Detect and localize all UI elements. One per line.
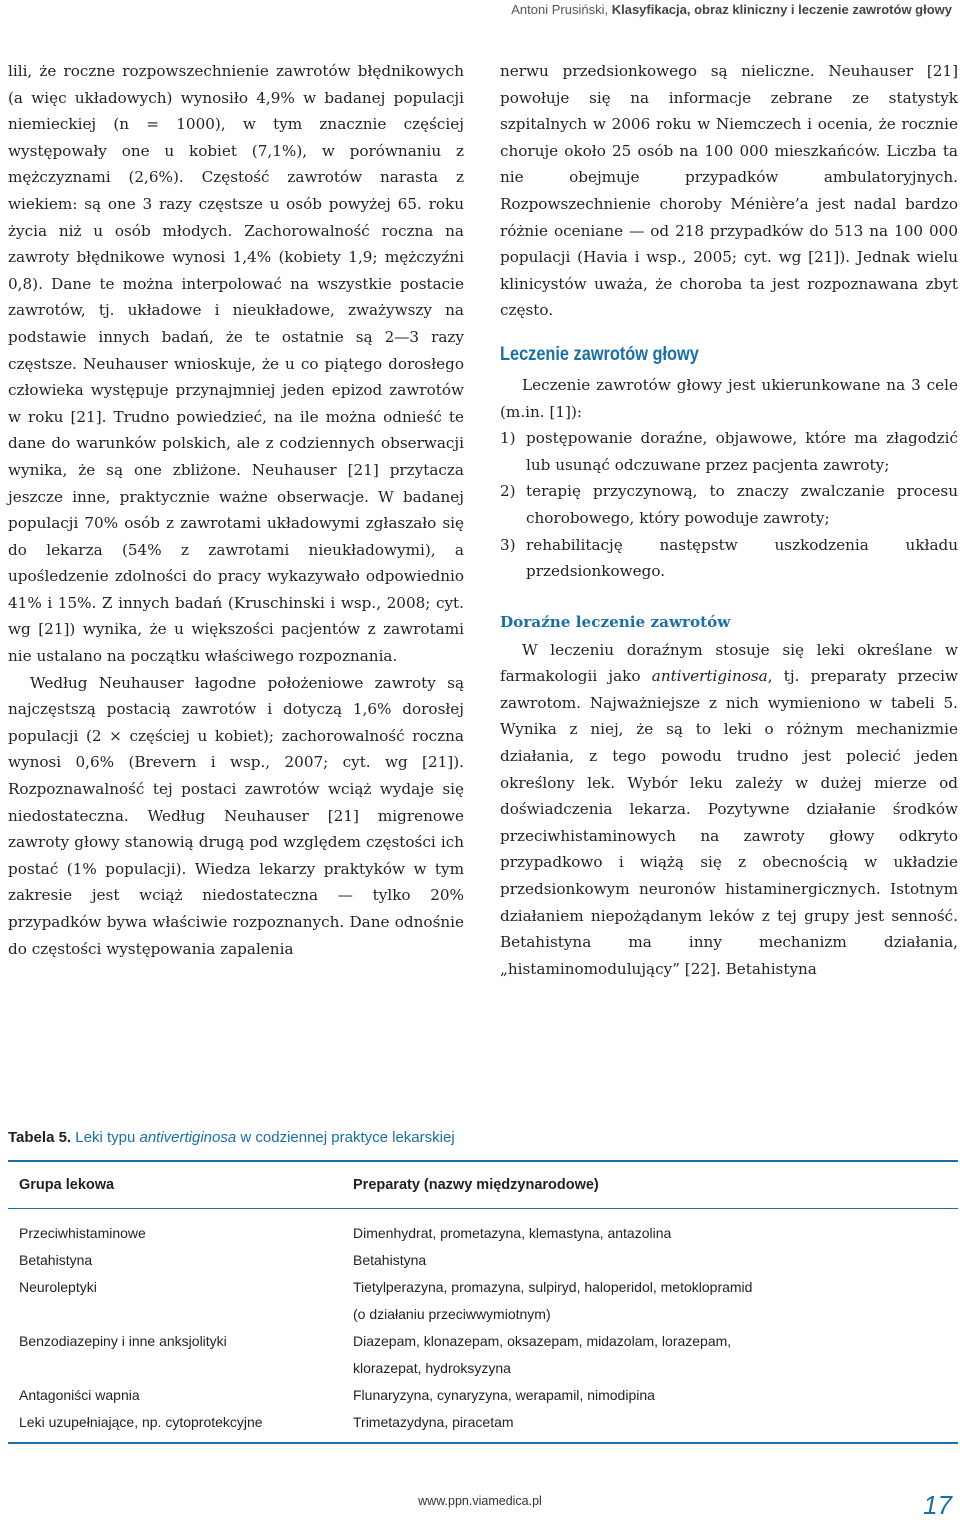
table-cell-group: Neuroleptyki: [19, 1279, 97, 1295]
table-cell-drugs: [353, 1382, 958, 1409]
table-cell-line: Trimetazydyna, piracetam: [353, 1414, 514, 1430]
table-header-group: Grupa lekowa: [19, 1177, 115, 1193]
table-cell-line: (o działaniu przeciwwymiotnym): [353, 1306, 551, 1322]
table-row: [8, 1247, 958, 1274]
table-cell-group: Betahistyna: [19, 1252, 93, 1268]
table-cell-line: klorazepat, hydroksyzyna: [353, 1360, 511, 1376]
table-cell-drugs: [353, 1274, 958, 1328]
treatment-goals-list: [500, 425, 958, 585]
section-heading-treatment: Leczenie zawrotów głowy: [500, 343, 699, 365]
list-item: [500, 425, 958, 478]
table-cell-drugs: [353, 1328, 958, 1382]
page-number: 17: [923, 1490, 952, 1520]
table-cell-line: Flunaryzyna, cynaryzyna, werapamil, nimodipina: [353, 1387, 655, 1403]
table-cell-group: Benzodiazepiny i inne anksjolityki: [19, 1333, 227, 1349]
paragraph-italic-term: antivertiginosa: [651, 667, 768, 686]
list-item-number: 3): [500, 535, 516, 554]
table-title-text: w codziennej praktyce lekarskiej: [236, 1129, 455, 1146]
footer-url: www.ppn.viamedica.pl: [418, 1494, 542, 1508]
table-body: [8, 1209, 958, 1442]
table-cell-group: Antagoniści wapnia: [19, 1387, 140, 1403]
right-paragraph-3: [500, 637, 958, 983]
left-paragraph-2: Według Neuhauser łagodne położeniowe zawroty są najczęstszą postacią zawrotów i dotyczą 1,6% dorosłej populacji (2 × częściej u kobiet); zachorowalność roczna wynosi 0,6% (Brevern i wsp., 2007; cyt. wg [21]). Rozpoznawalność tej postaci zawrotów wciąż wydaje się niedostateczna. Według Neuhauser [21] migrenowe zawroty głowy stanowią drugą pod względem częstości ich postać (1% populacji). Wiedza lekarzy praktyków w tym zakresie jest wciąż niedostateczna — tylko 20% przypadków bywa właściwie rozpoznanych. Dane odnośnie do częstości występowania zapalenia: [8, 673, 464, 958]
table-header-drugs: Preparaty (nazwy międzynarodowe): [353, 1177, 599, 1193]
paragraph-text: , tj. preparaty przeciw zawrotom. Najważniejsze z nich wymieniono w tabeli 5. Wynika z niej, że są to leki o różnym mechanizmie działania, z tego powodu trudno jest polecić jeden określony lek. Wybór leku zależy w dużej mierze od doświadczenia lekarza. Pozytywne działanie środków przeciwhistaminowych na zawroty głowy odkryto przypadkowo i wiążą się z obecnością w układzie przedsionkowym neuronów histaminergicznych. Istotnym działaniem niepożądanym leków z tej grupy jest senność. Betahistyna ma inny mechanizm działania, „histaminomodulujący” [22]. Betahistyna: [500, 667, 959, 978]
table-cell-line: Betahistyna: [353, 1252, 427, 1268]
table-title-italic: antivertiginosa: [139, 1129, 237, 1146]
table-cell-line: Diazepam, klonazepam, oksazepam, midazolam, lorazepam,: [353, 1333, 732, 1349]
header-article-title: Klasyfikacja, obraz kliniczny i leczenie zawrotów głowy: [611, 2, 952, 17]
table-caption: [8, 1127, 455, 1149]
drug-table: [8, 1160, 958, 1444]
right-paragraph-1: nerwu przedsionkowego są nieliczne. Neuhauser [21] powołuje się na informacje zebrane ze statystyk szpitalnych w 2006 roku w Niemczech i ocenia, że rocznie choruje około 25 osób na 100 000 mieszkańców. Liczba ta nie obejmuje przypadków ambulatoryjnych. Rozpowszechnienie choroby Ménière’a jest nadal bardzo różnie oceniane — od 218 przypadków do 513 na 100 000 populacji (Havia i wsp., 2005; cyt. wg [21]). Jednak wielu klinicystów uważa, że choroba ta jest rozpoznawana zbyt często.: [500, 62, 958, 320]
table-row: [8, 1328, 958, 1382]
right-paragraph-2: Leczenie zawrotów głowy jest ukierunkowane na 3 cele (m.in. [1]):: [500, 375, 958, 421]
list-item-number: 2): [500, 482, 516, 501]
table-label: Tabela 5.: [8, 1129, 72, 1146]
table-cell-drugs: [353, 1409, 958, 1436]
paragraph-text: W leczeniu doraźnym stosuje się leki określane w farmakologii jako: [500, 640, 958, 686]
header-author: Antoni Prusiński,: [511, 2, 609, 17]
table-title: [75, 1129, 454, 1146]
list-item-text: terapię przyczynową, to znaczy zwalczanie procesu chorobowego, który powoduje zawroty;: [526, 482, 958, 527]
list-item: [500, 478, 958, 531]
table-title-text: Leki typu: [75, 1129, 140, 1146]
left-column: [8, 58, 464, 962]
table-row: [8, 1274, 958, 1328]
list-item-number: 1): [500, 429, 516, 448]
list-item-text: rehabilitację następstw uszkodzenia układu przedsionkowego.: [526, 535, 958, 581]
list-item: [500, 532, 958, 585]
table-cell-line: Dimenhydrat, prometazyna, klemastyna, antazolina: [353, 1225, 672, 1241]
table-cell-drugs: [353, 1247, 958, 1274]
right-column: [500, 58, 958, 982]
sub-heading-acute-treatment: Doraźne leczenie zawrotów: [500, 612, 731, 631]
table-cell-group: Przeciwhistaminowe: [19, 1225, 146, 1241]
list-item-text: postępowanie doraźne, objawowe, które ma złagodzić lub usunąć odczuwane przez pacjenta zawroty;: [526, 429, 958, 474]
table-row: [8, 1220, 958, 1247]
table-cell-line: Tietylperazyna, promazyna, sulpiryd, haloperidol, metoklopramid: [353, 1279, 753, 1295]
table-header-row: [8, 1162, 958, 1209]
table-row: [8, 1382, 958, 1409]
left-paragraph-1: lili, że roczne rozpowszechnienie zawrotów błędnikowych (a więc układowych) wynosiło 4,9% w badanej populacji niemieckiej (n = 1000), w tym znacznie częściej występowały one u kobiet (7,1%), w porównaniu z mężczyznami (2,6%). Częstość zawrotów narasta z wiekiem: są one 3 razy częstsze u osób powyżej 65. roku życia niż u osób młodych. Zachorowalność roczna na zawroty błędnikowe wynosi 1,4% (kobiety 1,9; mężczyźni 0,8). Dane te można interpolować na wszystkie postacie zawrotów, tj. układowe i nieukładowe, zważywszy na podstawie innych badań, że te ostatnie są 2—3 razy częstsze. Neuhauser wnioskuje, że u co piątego dorosłego człowieka występuje przynajmniej jeden epizod zawrotów w roku [21]. Trudno powiedzieć, na ile można odnieść te dane do warunków polskich, ale z codziennych obserwacji wynika, że są one zbliżone. Neuhauser [21] przytacza jeszcze inne, praktycznie ważne obserwacje. W badanej populacji 70% osób z zawrotami układowymi zgłaszało się do lekarza (54% z zawrotami nieukładowymi), a upośledzenie zdolności do pracy wykazywało odpowiednio 41% i 15%. Z innych badań (Kruschinski i wsp., 2008; cyt. wg [21]) wynika, że u większości pacjentów z zawrotami nie ustalano na początku właściwego rozpoznania.: [8, 62, 464, 666]
table-cell-drugs: [353, 1220, 958, 1247]
table-row: [8, 1409, 958, 1436]
running-header: [511, 0, 952, 20]
table-cell-group: Leki uzupełniające, np. cytoprotekcyjne: [19, 1414, 263, 1430]
